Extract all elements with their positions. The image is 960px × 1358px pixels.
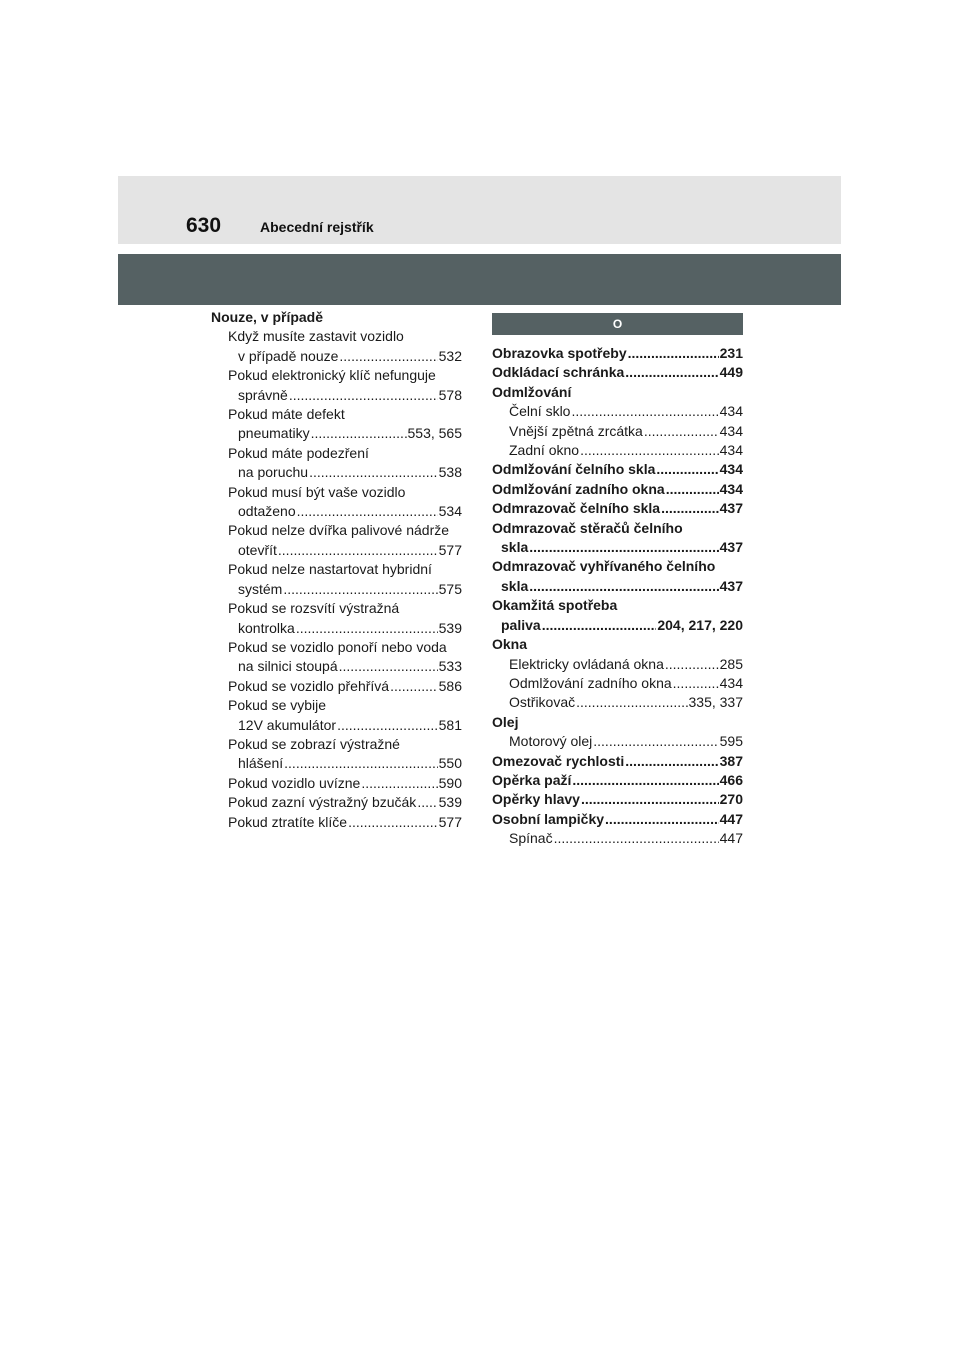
index-entry-label: Elektricky ovládaná okna (509, 655, 664, 672)
page-reference: 533 (438, 658, 462, 675)
index-entry-label: Omezovač rychlosti (492, 752, 625, 769)
page-reference: 586 (438, 677, 462, 694)
dot-leader (283, 580, 437, 599)
dot-leader (529, 577, 718, 596)
page-reference: 387 (719, 752, 743, 769)
index-subentry (211, 677, 462, 696)
index-entry-label: Pokud máte defekt (228, 406, 345, 423)
index-entry (492, 480, 743, 499)
dot-leader (339, 657, 438, 676)
page-reference: 532 (438, 347, 462, 364)
page-reference: 437 (719, 577, 743, 594)
index-entry-label: Odkládací schránka (492, 364, 625, 381)
page-reference: 437 (719, 539, 743, 556)
index-subentry (211, 696, 462, 735)
dot-leader (297, 502, 438, 521)
index-entry (492, 460, 743, 479)
index-entry (492, 790, 743, 809)
index-entry-label: Pokud vozidlo uvízne (228, 774, 361, 791)
index-subentry (211, 793, 462, 812)
index-entry (492, 499, 743, 518)
index-entry-label: Když musíte zastavit vozidlo (228, 328, 404, 345)
index-entry-label: Osobní lampičky (492, 810, 605, 827)
index-entry-label: Pokud musí být vaše vozidlo (228, 483, 406, 500)
dot-leader (542, 616, 657, 635)
index-entry-label: Čelní sklo (509, 403, 571, 420)
index-subentry (211, 813, 462, 832)
index-subentry (492, 655, 743, 674)
index-entry-label: Zadní okno (509, 442, 580, 459)
page-reference: 204, 217, 220 (657, 616, 743, 633)
index-entry-label: Pokud se zobrazí výstražné (228, 735, 400, 752)
dot-leader (311, 424, 407, 443)
page-reference: 449 (719, 364, 743, 381)
index-subentry (492, 732, 743, 751)
index-entry (492, 635, 743, 654)
index-entry (492, 344, 743, 363)
dot-leader (580, 441, 719, 460)
dot-leader (571, 402, 718, 421)
index-entry (492, 596, 743, 635)
index-entry (492, 771, 743, 790)
dot-leader (581, 790, 719, 809)
dot-leader (554, 829, 719, 848)
dot-leader (284, 754, 437, 773)
index-entry-label: Opěrky hlavy (492, 791, 580, 808)
page-reference: 575 (438, 580, 462, 597)
page-reference: 335, 337 (688, 694, 743, 711)
index-entry-label: Odmlžování zadního okna (492, 480, 665, 497)
index-entry-label: kontrolka (238, 619, 295, 636)
index-subentry (211, 444, 462, 483)
index-entry-label: Pokud elektronický klíč nefunguje (228, 367, 436, 384)
page-reference: 534 (438, 503, 462, 520)
index-entry (492, 713, 743, 732)
page-reference: 270 (719, 791, 743, 808)
index-entry-label: paliva (501, 616, 541, 633)
index-entry-label: Odmrazovač vyhřívaného čelního (492, 558, 716, 575)
page-reference: 231 (719, 345, 743, 361)
index-entry-label: Motorový olej (509, 733, 593, 750)
page-reference: 590 (438, 774, 462, 791)
page-reference: 285 (719, 655, 743, 672)
dot-leader (656, 460, 718, 479)
index-entry-label: Spínač (509, 830, 553, 847)
page-number: 630 (186, 214, 222, 237)
index-entry-label: v případě nouze (238, 347, 339, 364)
dot-leader (390, 677, 438, 696)
index-entry-label: skla (501, 577, 529, 594)
page-reference: 539 (438, 794, 462, 811)
page-reference: 581 (438, 716, 462, 733)
page-reference: 577 (438, 813, 462, 830)
dot-leader (278, 541, 438, 560)
dot-leader (576, 693, 687, 712)
index-entry-label: Pokud máte podezření (228, 444, 369, 461)
index-subentry (492, 674, 743, 693)
dot-leader (666, 480, 719, 499)
index-subentry (211, 638, 462, 677)
index-entry-label: Pokud se rozsvítí výstražná (228, 600, 400, 617)
index-entry-label: Pokud se vozidlo ponoří nebo voda (228, 638, 447, 655)
index-entry-label: Obrazovka spotřeby (492, 345, 627, 361)
dot-leader (417, 793, 437, 812)
index-subentry (211, 774, 462, 793)
index-entry-label: Pokud se vybije (228, 697, 327, 714)
index-entry-label: Odmrazovač stěračů čelního (492, 519, 683, 536)
index-subentry (492, 441, 743, 460)
dot-leader (625, 363, 718, 382)
index-entry-label: skla (501, 539, 529, 556)
index-entry-label: systém (238, 580, 283, 597)
index-entry-label: Olej (492, 713, 519, 730)
index-entry (492, 383, 743, 402)
dot-leader (593, 732, 718, 751)
index-entry-label: otevřít (238, 541, 277, 558)
index-entry (492, 557, 743, 596)
index-column-right (492, 308, 743, 849)
dot-leader (348, 813, 438, 832)
index-entry (492, 519, 743, 558)
index-entry-label: Pokud se vozidlo přehřívá (228, 677, 390, 694)
index-entry-label: Pokud ztratíte klíče (228, 813, 348, 830)
header-band (118, 176, 841, 244)
index-entry-label: odtaženo (238, 503, 296, 520)
page-reference: 595 (719, 733, 743, 750)
section-header-o: O (492, 313, 743, 335)
index-entry-label: Odmlžování zadního okna (509, 674, 672, 691)
page-reference: 434 (719, 674, 743, 691)
dot-leader (605, 810, 719, 829)
index-entry-label: Okna (492, 636, 528, 653)
index-entry-label: na silnici stoupá (238, 658, 338, 675)
index-subentry (211, 521, 462, 560)
page-reference: 447 (719, 830, 743, 847)
page-reference: 434 (719, 422, 743, 439)
header-dark-band (118, 254, 841, 305)
index-subentry (211, 599, 462, 638)
page-reference: 434 (719, 403, 743, 420)
index-entry-label: Pokud zazní výstražný bzučák (228, 794, 417, 811)
index-entry (492, 752, 743, 771)
index-subentry (211, 366, 462, 405)
index-subentry (492, 829, 743, 848)
page-reference: 434 (719, 442, 743, 459)
index-entry-label: Ostřikovač (509, 694, 576, 711)
header-title: Abecední rejstřík (260, 219, 374, 235)
index-subentry (211, 483, 462, 522)
dot-leader (296, 619, 438, 638)
index-subentry (211, 327, 462, 366)
index-entry-label: Odmlžování (492, 383, 572, 400)
dot-leader (673, 674, 719, 693)
index-entry (211, 308, 462, 327)
dot-leader (309, 463, 438, 482)
index-subentry (492, 402, 743, 421)
index-entry-label: Odmrazovač čelního skla (492, 500, 661, 517)
index-subentry (211, 735, 462, 774)
dot-leader (665, 655, 719, 674)
dot-leader (572, 771, 718, 790)
index-entry-label: Nouze, v případě (211, 309, 324, 325)
index-subentry (492, 422, 743, 441)
dot-leader (625, 752, 718, 771)
page-reference: 434 (719, 461, 743, 478)
index-subentry (492, 693, 743, 712)
dot-leader (289, 386, 438, 405)
index-entry-label: Opěrka paží (492, 771, 572, 788)
page-reference: 553, 565 (407, 425, 462, 442)
page-reference: 550 (438, 755, 462, 772)
index-entry (492, 810, 743, 829)
page-reference: 577 (438, 541, 462, 558)
index-entry-label: správně (238, 386, 288, 403)
dot-leader (661, 499, 719, 518)
index-entry-label: Pokud nelze dvířka palivové nádrže (228, 522, 450, 539)
page-reference: 434 (719, 480, 743, 497)
dot-leader (628, 344, 719, 363)
dot-leader (529, 538, 718, 557)
index-entry-label: Odmlžování čelního skla (492, 461, 656, 478)
index-entry-label: hlášení (238, 755, 284, 772)
page-reference: 437 (719, 500, 743, 517)
index-entry-label: Pokud nelze nastartovat hybridní (228, 561, 432, 578)
index-subentry (211, 405, 462, 444)
dot-leader (644, 422, 719, 441)
dot-leader (339, 347, 437, 366)
index-entry-label: Okamžitá spotřeba (492, 597, 618, 614)
page-reference: 578 (438, 386, 462, 403)
page-reference: 447 (719, 810, 743, 827)
index-entry-label: na poruchu (238, 464, 309, 481)
page-reference: 539 (438, 619, 462, 636)
index-entry (492, 363, 743, 382)
index-subentry (211, 560, 462, 599)
page-reference: 466 (719, 771, 743, 788)
index-entry-label: 12V akumulátor (238, 716, 337, 733)
index-entry-label: Vnější zpětná zrcátka (509, 422, 643, 439)
dot-leader (337, 716, 438, 735)
index-column-left (211, 308, 462, 832)
index-entries-o (492, 344, 743, 849)
page-reference: 538 (438, 464, 462, 481)
dot-leader (361, 774, 437, 793)
index-entry-label: pneumatiky (238, 425, 310, 442)
